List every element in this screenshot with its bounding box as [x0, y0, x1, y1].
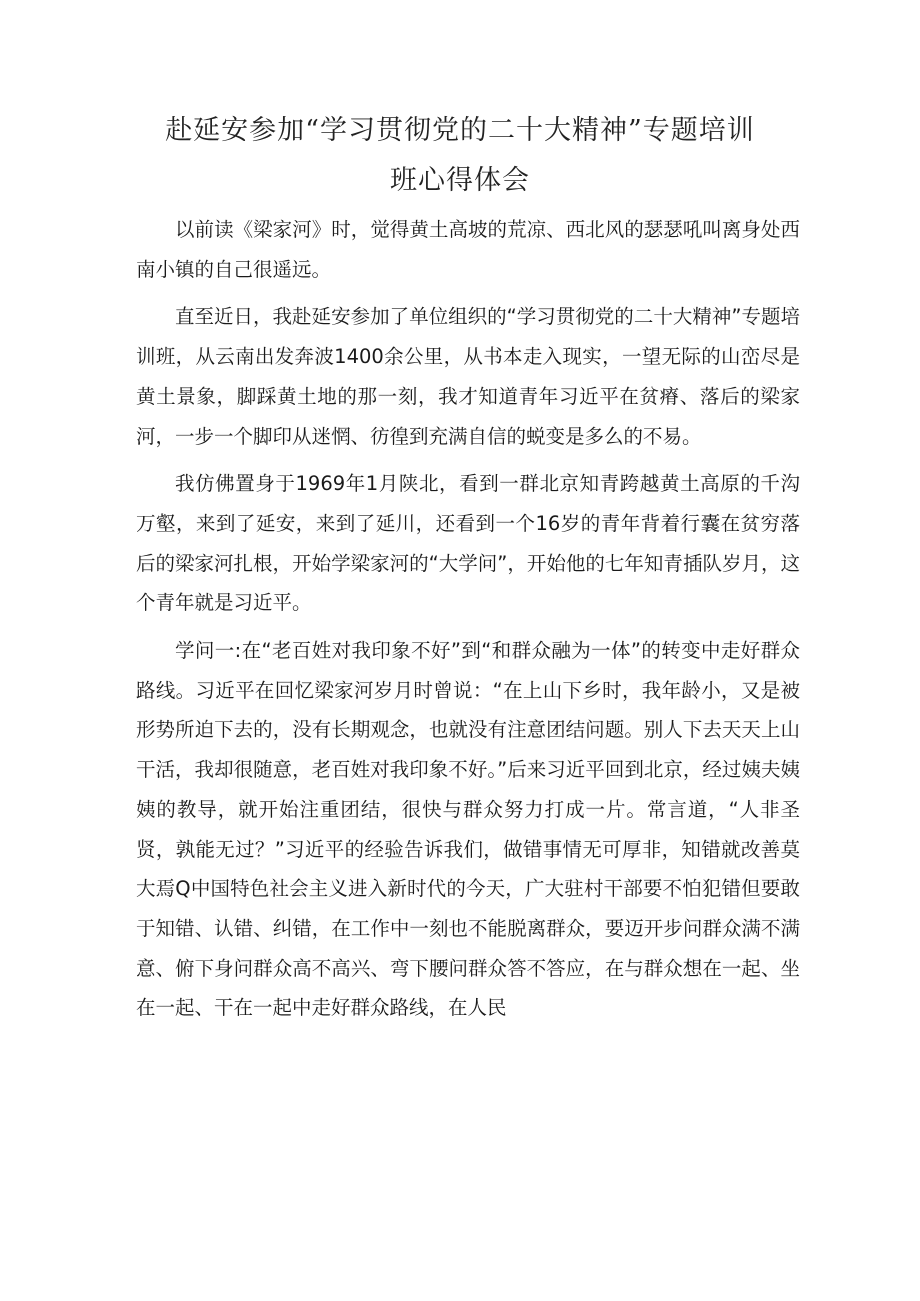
paragraph: 以前读《梁家河》时，觉得黄土高坡的荒凉、西北风的瑟瑟吼叫离身处西南小镇的自己很遥远。	[136, 218, 800, 281]
paragraph: 学问一:在“老百姓对我印象不好”到“和群众融为一体”的转变中走好群众路线。习近平在回忆梁家河岁月时曾说：“在上山下乡时，我年龄小，又是被形势所迫下去的，没有长期观念，也就没有注意团结问题。别人下去天天上山干活，我却很随意，老百姓对我印象不好。”后来习近平回到北京，经过姨夫姨姨的教导，就开始注重团结，很快与群众努力打成一片。常言道，“人非圣贤，孰能无过？”习近平的经验告诉我们，做错事情无可厚非，知错就改善莫大焉Q中国特色社会主义进入新时代的今天，广大驻村干部要不怕犯错但要敢于知错、认错、纠错，在工作中一刻也不能脱离群众，要迈开步问群众满不满意、俯下身问群众高不高兴、弯下腰问群众答不答应，在与群众想在一起、坐在一起、干在一起中走好群众路线，在人民	[136, 639, 800, 1020]
paragraph: 我仿佛置身于1969年1月陕北，看到一群北京知青跨越黄土高原的千沟万壑，来到了延安，来到了延川，还看到一个16岁的青年背着行囊在贫穷落后的梁家河扎根，开始学梁家河的“大学问”，开始他的七年知青插队岁月，这个青年就是习近平。	[136, 472, 800, 615]
document-title-line-1: 赴延安参加“学习贯彻党的二十大精神”专题培训	[165, 115, 755, 146]
document-title-line-2: 班心得体会	[390, 165, 530, 196]
paragraph: 直至近日，我赴延安参加了单位组织的“学习贯彻党的二十大精神”专题培训班，从云南出发奔波1400余公里，从书本走入现实，一望无际的山峦尽是黄土景象，脚踩黄土地的那一刻，我才知道青年习近平在贫瘠、落后的梁家河，一步一个脚印从迷惘、彷徨到充满自信的蜕变是多么的不易。	[136, 305, 800, 448]
document-body	[136, 210, 800, 1036]
